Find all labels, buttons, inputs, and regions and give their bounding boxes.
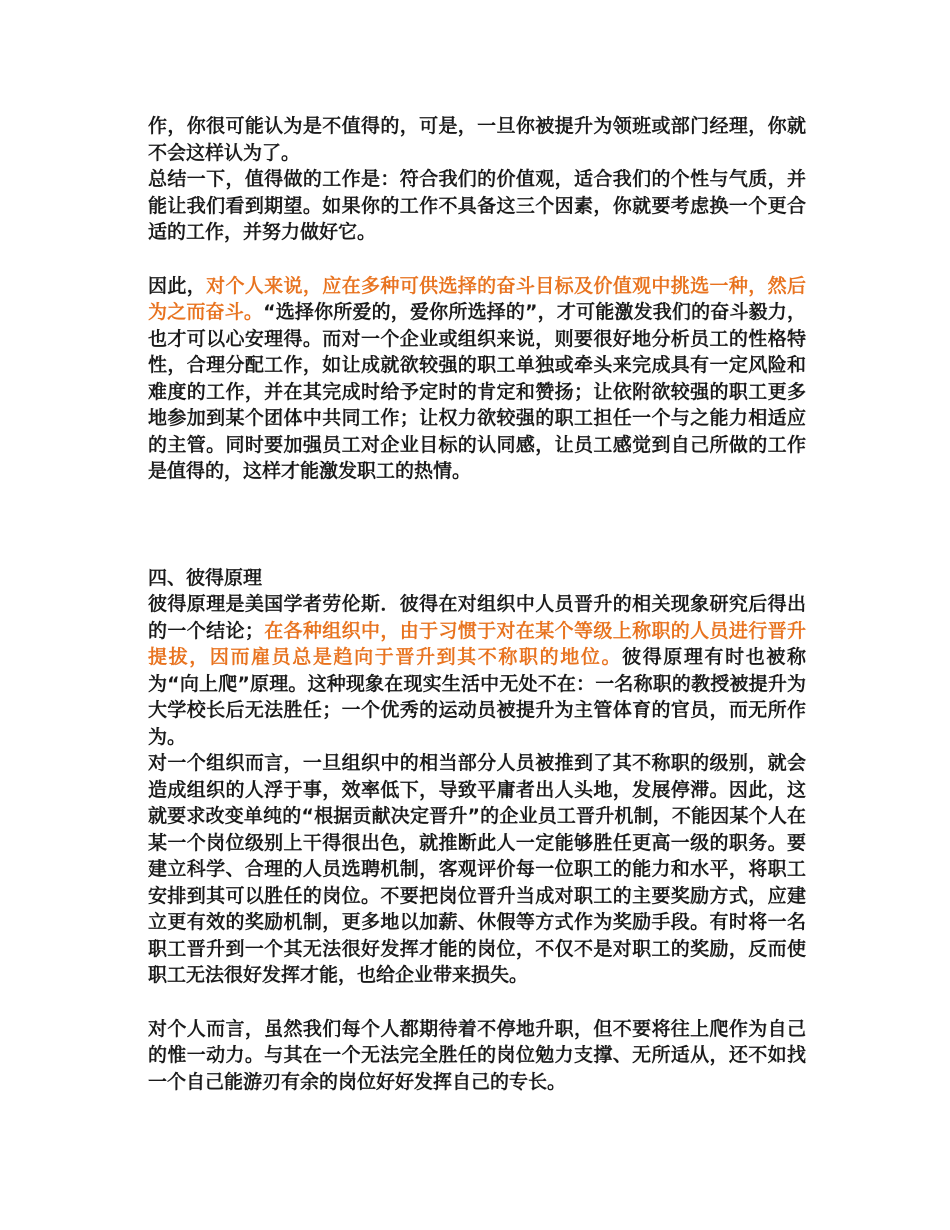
paragraph-conclusion bbox=[148, 273, 806, 485]
text-run: “选择你所爱的，爱你所选择的”，才可能激发我们的奋斗毅力，也才可以心安理得。而对一个企业或组织来说，则要很好地分析员工的性格特性，合理分配工作，如让成就欲较强的职工单独或牵头来完成具有一定风险和难度的工作，并在其完成时给予定时的肯定和赞扬；让依附欲较强的职工更多地参加到某个团体中共同工作；让权力欲较强的职工担任一个与之能力相适应的主管。同时要加强员工对企业目标的认同感，让员工感觉到自己所做的工作是值得的，这样才能激发职工的热情。 bbox=[148, 301, 806, 482]
text-run: 因此， bbox=[148, 274, 207, 297]
paragraph-individual: 对个人而言，虽然我们每个人都期待着不停地升职，但不要将往上爬作为自己的惟一动力。与其在一个无法完全胜任的岗位勉力支撑、无所适从，还不如找一个自己能游刃有余的岗位好好发挥自己的专长。 bbox=[148, 1017, 806, 1093]
paragraph-peter-principle bbox=[148, 591, 806, 750]
highlighted-text: 在各种组织中，由于习惯于对在某个等级上称职的人员进行晋升提拔，因而雇员总是趋向于晋升到其不称职的地位。 bbox=[148, 619, 806, 668]
document-body bbox=[148, 113, 806, 1095]
paragraph-organization: 对一个组织而言，一旦组织中的相当部分人员被推到了其不称职的级别，就会造成组织的人浮于事，效率低下，导致平庸者出人头地，发展停滞。因此，这就要求改变单纯的“根据贡献决定晋升”的企业员工晋升机制，不能因某个人在某一个岗位级别上干得很出色，就推断此人一定能够胜任更高一级的职务。要建立科学、合理的人员选聘机制，客观评价每一位职工的能力和水平，将职工安排到其可以胜任的岗位。不要把岗位晋升当成对职工的主要奖励方式，应建立更有效的奖励机制，更多地以加薪、休假等方式作为奖励手段。有时将一名职工晋升到一个其无法很好发挥才能的岗位，不仅不是对职工的奖励，反而使职工无法很好发挥才能，也给企业带来损失。 bbox=[148, 752, 806, 986]
text-run: 彼得原理是美国学者劳伦斯．彼得在对组织中人员晋升的相关现象研究后得出的一个结论； bbox=[148, 593, 806, 642]
paragraph-spacer bbox=[148, 246, 806, 273]
paragraph-summary: 总结一下，值得做的工作是：符合我们的价值观，适合我们的个性与气质，并能让我们看到期望。如果你的工作不具备这三个因素，你就要考虑换一个更合适的工作，并努力做好它。 bbox=[148, 168, 806, 243]
highlighted-text: 对个人来说，应在多种可供选择的奋斗目标及价值观中挑选一种，然后为之而奋斗。 bbox=[148, 274, 806, 323]
section-heading: 四、彼得原理 bbox=[148, 566, 263, 589]
paragraph-spacer bbox=[148, 989, 806, 1016]
section-spacer bbox=[148, 485, 806, 565]
paragraph-1: 作，你很可能认为是不值得的，可是，一旦你被提升为领班或部门经理，你就不会这样认为了。 bbox=[148, 115, 806, 164]
text-run: 彼得原理有时也被称为“向上爬”原理。这种现象在现实生活中无处不在：一名称职的教授被提升为大学校长后无法胜任；一个优秀的运动员被提升为主管体育的官员，而无所作为。 bbox=[148, 646, 806, 748]
